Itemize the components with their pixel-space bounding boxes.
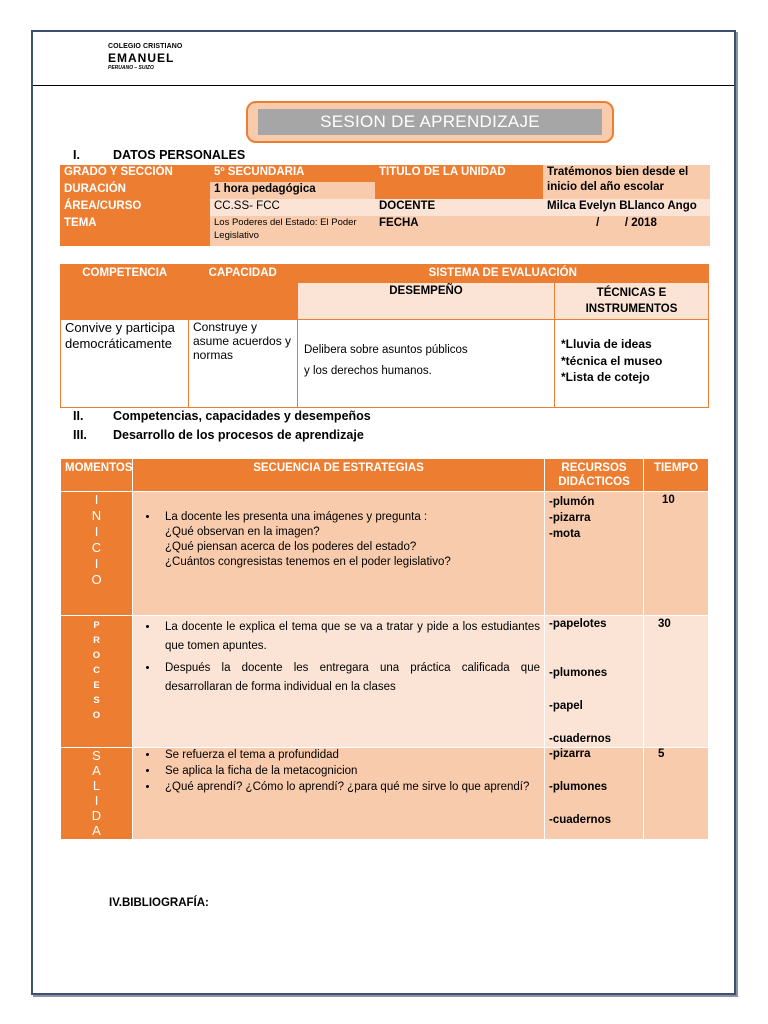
desempeno-line-2: y los derechos humanos. [304, 365, 432, 377]
logo-line-3: PERUANO – SUIZO [108, 65, 154, 71]
desempeno-cell [298, 320, 555, 408]
tiempo-salida [644, 748, 709, 840]
competencia-cell: Convive y participa democráticamente [61, 320, 189, 408]
list-item: • ¿Qué aprendí? ¿Cómo lo aprendí? ¿para qué me sirve lo que aprendí? [159, 780, 540, 794]
recurso-item: -cuadernos [549, 814, 611, 826]
list-item: • La docente le explica el tema que se va a tratar y pide a los estudiantes que tomen apuntes. [159, 618, 540, 656]
title-box [246, 101, 614, 143]
datos-personales-table [60, 165, 710, 246]
header-rule [33, 85, 734, 86]
section-1-heading [73, 148, 245, 162]
section-1-label: DATOS PERSONALES [113, 148, 246, 162]
logo-line-1: COLEGIO CRISTIANO [108, 43, 183, 50]
tiempo-proceso [644, 616, 709, 748]
secuencia-inicio [133, 492, 545, 616]
list-item: • Se refuerza el tema a profundidad [159, 748, 540, 763]
proceso-list [137, 618, 540, 697]
momento-letter: I [94, 492, 99, 507]
momento-letter: P [93, 620, 100, 631]
tiempo-inicio [644, 492, 709, 616]
docente-value: Milca Evelyn BLlanco Ango [543, 199, 710, 216]
momento-letter: I [94, 524, 99, 539]
duracion-value: 1 hora pedagógica [210, 182, 375, 199]
momento-letter: I [94, 556, 99, 571]
momento-letter: D [91, 808, 102, 823]
recurso-item: -plumones [549, 667, 608, 679]
docente-label: DOCENTE [375, 199, 543, 216]
momento-letter: S [93, 695, 100, 706]
momento-letter: C [91, 540, 102, 555]
momento-proceso-label [65, 616, 128, 723]
desempeno-line-1: Delibera sobre asuntos públicos [304, 344, 468, 356]
momento-letter: R [93, 635, 100, 646]
recursos-proceso [545, 616, 644, 748]
momento-letter: O [92, 710, 101, 721]
inicio-list [137, 510, 540, 570]
section-1-number: I. [73, 148, 80, 162]
tiempo-value: 30 [658, 618, 671, 630]
momento-inicio-label [65, 492, 128, 588]
desempeno-header: DESEMPEÑO [298, 283, 555, 320]
grado-value: 5º SECUNDARIA [210, 165, 375, 182]
momento-letter: N [91, 508, 102, 523]
area-value: CC.SS- FCC [210, 199, 375, 216]
tecnica-item: *Lista de cotejo [561, 370, 650, 384]
list-item: • Después la docente les entregara una práctica calificada que desarrollaran de forma individual en la clases [159, 659, 540, 697]
tema-label: TEMA [60, 216, 210, 246]
grado-label: GRADO Y SECCIÓN [60, 165, 210, 182]
tiempo-value: 10 [662, 494, 675, 506]
tema-value: Los Poderes del Estado: El Poder Legislativo [210, 216, 375, 246]
titulo-unidad-value: Tratémonos bien desde el inicio del año escolar [543, 165, 710, 199]
recursos-inicio [545, 492, 644, 616]
competencia-header: COMPETENCIA [61, 265, 189, 320]
secuencia-proceso [133, 616, 545, 748]
competencias-table [60, 264, 709, 408]
momento-salida [61, 748, 133, 840]
recursos-header: RECURSOS DIDÁCTICOS [545, 459, 644, 492]
capacidad-header: CAPACIDAD [189, 265, 298, 320]
sistema-evaluacion-header: SISTEMA DE EVALUACIÓN [298, 265, 709, 283]
momento-proceso [61, 616, 133, 748]
tecnica-item: *Lluvia de ideas [561, 337, 652, 351]
section-4-heading: IV.BIBLIOGRAFÍA: [109, 897, 209, 909]
tiempo-header: TIEMPO [644, 459, 709, 492]
recurso-item: -cuadernos [549, 733, 611, 745]
tecnicas-cell [555, 320, 709, 408]
fecha-label: FECHA [375, 216, 543, 246]
momento-letter: C [93, 665, 100, 676]
procesos-table [60, 458, 709, 840]
recursos-salida [545, 748, 644, 840]
momento-letter: A [92, 763, 101, 778]
secuencia-header: SECUENCIA DE ESTRATEGIAS [133, 459, 545, 492]
secuencia-salida [133, 748, 545, 840]
section-3-heading [73, 428, 364, 442]
duracion-label: DURACIÓN [60, 182, 210, 199]
list-item: • La docente les presenta una imágenes y pregunta : ¿Qué observan en la imagen? ¿Qué piensan acerca de los poderes del estado? ¿Cuántos congresistas tenemos en el poder legislativo? [159, 510, 540, 570]
section-3-number: III. [73, 428, 87, 442]
momento-letter: L [92, 778, 101, 793]
tecnica-item: *técnica el museo [561, 353, 663, 368]
school-logo [108, 43, 182, 71]
tiempo-value: 5 [658, 748, 665, 760]
momento-salida-label [65, 748, 128, 838]
section-3-label: Desarrollo de los procesos de aprendizaje [113, 428, 364, 442]
momento-letter: S [92, 748, 101, 763]
capacidad-cell: Construye y asume acuerdos y normas [189, 320, 298, 408]
momento-inicio [61, 492, 133, 616]
recurso-item: -papelotes [549, 618, 607, 630]
recurso-item: -papel [549, 700, 583, 712]
salida-list [137, 748, 540, 794]
recurso-item: -pizarra [549, 748, 591, 760]
area-label: ÁREA/CURSO [60, 199, 210, 216]
tecnicas-header: TÉCNICAS E INSTRUMENTOS [555, 283, 709, 320]
titulo-unidad-label: TITULO DE LA UNIDAD [375, 165, 543, 199]
momento-letter: O [91, 572, 102, 587]
recurso-item: -pizarra [549, 512, 591, 524]
section-2-label: Competencias, capacidades y desempeños [113, 409, 371, 423]
momento-letter: A [92, 823, 101, 838]
momentos-header: MOMENTOS [61, 459, 133, 492]
recurso-item: -plumón [549, 496, 595, 508]
logo-line-2: EMANUEL [108, 51, 175, 65]
momento-letter: O [92, 650, 101, 661]
momento-letter: E [93, 680, 100, 691]
recurso-item: -plumones [549, 781, 608, 793]
momento-letter: I [94, 793, 99, 808]
list-item: • Se aplica la ficha de la metacognicion [159, 764, 540, 779]
page-title: SESION DE APRENDIZAJE [258, 109, 602, 135]
recurso-item: -mota [549, 528, 581, 540]
section-2-heading [73, 409, 371, 423]
fecha-value: / / 2018 [543, 216, 710, 246]
section-2-number: II. [73, 409, 84, 423]
